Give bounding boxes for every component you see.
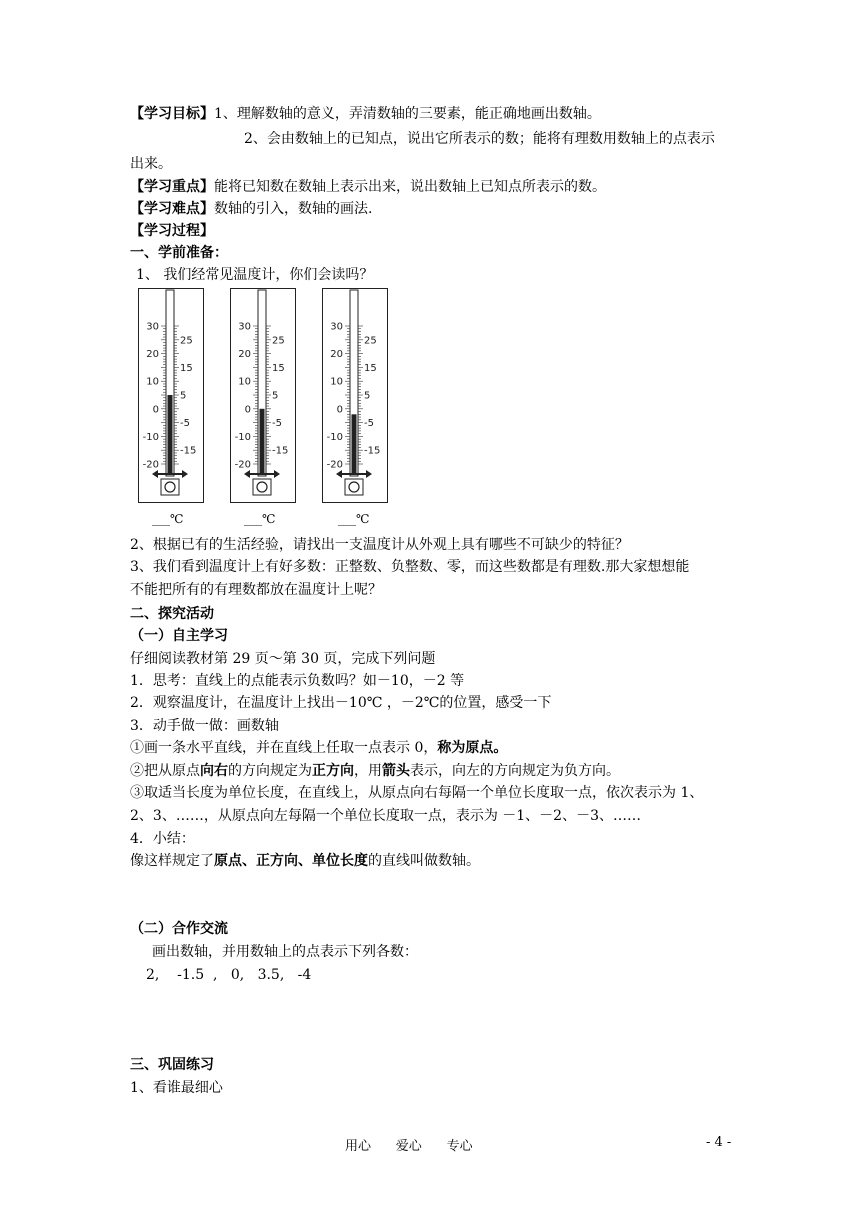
step-2-bold-right: 向右 <box>200 763 228 779</box>
tick-label-right: 5 <box>364 390 371 402</box>
section2-title: 二、探究活动 <box>130 606 214 622</box>
tick-label-right: 25 <box>272 335 285 347</box>
section2-intro: 仔细阅读教材第 29 页～第 30 页，完成下列问题 <box>130 651 436 667</box>
bulb <box>165 482 175 492</box>
bulb <box>349 482 359 492</box>
process-label: 【学习过程】 <box>130 223 214 239</box>
tick-label-left: 0 <box>336 404 343 416</box>
thermometer-2 <box>230 288 296 503</box>
bulb <box>257 482 267 492</box>
objectives-label: 【学习目标】 <box>130 106 214 122</box>
tick-label-right: 5 <box>272 390 279 402</box>
section2-task: 画出数轴，并用数轴上的点表示下列各数： <box>152 944 418 960</box>
section1-title: 一、学前准备： <box>130 245 228 261</box>
tick-label-left: 20 <box>238 349 251 361</box>
step-2-text-a: ②把从原点 <box>130 763 200 779</box>
objectives-item-1: 1、理解数轴的意义，弄清数轴的三要素，能正确地画出数轴。 <box>214 106 601 122</box>
section2-numbers: 2, -1.5 , 0, 3.5, -4 <box>146 967 312 983</box>
difficulties-text: 数轴的引入，数轴的画法. <box>214 201 373 217</box>
thermometer-1 <box>138 288 204 503</box>
key-points-text: 能将已知数在数轴上表示出来，说出数轴上已知点所表示的数。 <box>214 179 606 195</box>
mercury-column <box>260 409 265 474</box>
summary-line <box>130 852 480 870</box>
tick-label-right: -15 <box>180 445 197 457</box>
thermometer-3-blank: ___℃ <box>338 512 370 526</box>
tick-label-left: 0 <box>244 404 251 416</box>
tick-label-right: 15 <box>364 362 377 374</box>
tick-label-right: -15 <box>272 445 289 457</box>
step-2-bold-arrow: 箭头 <box>382 763 410 779</box>
summary-bold: 原点、正方向、单位长度 <box>214 853 368 869</box>
tick-label-left: 30 <box>146 321 159 333</box>
tick-label-left: 20 <box>330 349 343 361</box>
thermometer-2-blank: ___℃ <box>244 512 276 526</box>
section1-q1: 1、 我们经常见温度计，你们会读吗？ <box>136 267 374 283</box>
tick-label-left: 20 <box>146 349 159 361</box>
thermometer-1-blank: ___℃ <box>152 512 184 526</box>
tick-label-left: -20 <box>326 459 343 471</box>
summary-text-a: 像这样规定了 <box>130 853 214 869</box>
tick-label-right: 5 <box>180 390 187 402</box>
step-2-bold-positive: 正方向 <box>312 763 354 779</box>
section2-sub2-title: （二）合作交流 <box>130 921 228 937</box>
section3-title: 三、巩固练习 <box>130 1057 214 1073</box>
tick-label-left: -10 <box>142 431 159 443</box>
tick-label-right: -15 <box>364 445 381 457</box>
page-number: - 4 - <box>706 1135 732 1150</box>
thermometer-3 <box>322 288 388 503</box>
step-3a: ③取适当长度为单位长度，在直线上，从原点向右每隔一个单位长度取一点，依次表示为 1、 <box>130 785 704 801</box>
section2-p3: 3．动手做一做：画数轴 <box>130 718 279 734</box>
tick-label-right: -5 <box>364 418 374 430</box>
tick-label-left: 0 <box>152 404 159 416</box>
section2-sub1-title: （一）自主学习 <box>130 628 228 644</box>
difficulties-line <box>130 200 372 218</box>
tick-label-left: -20 <box>142 459 159 471</box>
tick-label-left: 30 <box>330 321 343 333</box>
tick-label-right: 15 <box>180 362 193 374</box>
difficulties-label: 【学习难点】 <box>130 201 214 217</box>
section1-q2: 2、根据已有的生活经验，请找出一支温度计从外观上具有哪些不可缺少的特征？ <box>130 537 629 553</box>
step-3b: 2、3、……，从原点向左每隔一个单位长度取一点，表示为 －1、－2、－3、…… <box>130 808 641 824</box>
tick-label-right: -5 <box>272 418 282 430</box>
footer-motto: 用心 爱心 专心 <box>345 1139 473 1154</box>
step-2-text-e: ，用 <box>354 763 382 779</box>
step-1-line <box>130 739 507 757</box>
section1-q3b: 不能把所有的有理数都放在温度计上呢？ <box>130 582 382 598</box>
step-2-text-c: 的方向规定为 <box>228 763 312 779</box>
tick-label-left: 30 <box>238 321 251 333</box>
tick-label-left: 10 <box>146 376 159 388</box>
tick-label-left: -10 <box>234 431 251 443</box>
step-1-text: ①画一条水平直线，并在直线上任取一点表示 0， <box>130 740 438 756</box>
mercury-column <box>168 395 173 474</box>
summary-text-c: 的直线叫做数轴。 <box>368 853 480 869</box>
tick-label-left: 10 <box>330 376 343 388</box>
section2-p4: 4．小结： <box>130 831 195 847</box>
tick-label-left: -20 <box>234 459 251 471</box>
tick-label-right: 25 <box>364 335 377 347</box>
tick-label-left: -10 <box>326 431 343 443</box>
tick-label-left: 10 <box>238 376 251 388</box>
key-points-line <box>130 178 606 196</box>
tick-label-right: 25 <box>180 335 193 347</box>
step-1-bold: 称为原点。 <box>437 740 508 756</box>
key-points-label: 【学习重点】 <box>130 179 214 195</box>
step-2-line <box>130 762 620 780</box>
section3-item1: 1、看谁最细心 <box>130 1080 223 1096</box>
tick-label-right: -5 <box>180 418 190 430</box>
mercury-column <box>352 414 357 474</box>
section1-q3a: 3、我们看到温度计上有好多数：正整数、负整数、零，而这些数都是有理数.那大家想想能 <box>130 559 690 575</box>
objectives-item-2b: 出来。 <box>130 156 172 172</box>
tick-label-right: 15 <box>272 362 285 374</box>
section2-p1: 1．思考：直线上的点能表示负数吗？如－10，－2 等 <box>130 673 465 689</box>
section2-p2: 2．观察温度计，在温度计上找出－10℃ ，－2℃的位置，感受一下 <box>130 695 552 711</box>
objectives-line-1 <box>130 105 601 123</box>
step-2-text-g: 表示，向左的方向规定为负方向。 <box>410 763 620 779</box>
objectives-item-2a: 2、会由数轴上的已知点，说出它所表示的数；能将有理数用数轴上的点表示 <box>244 131 715 147</box>
